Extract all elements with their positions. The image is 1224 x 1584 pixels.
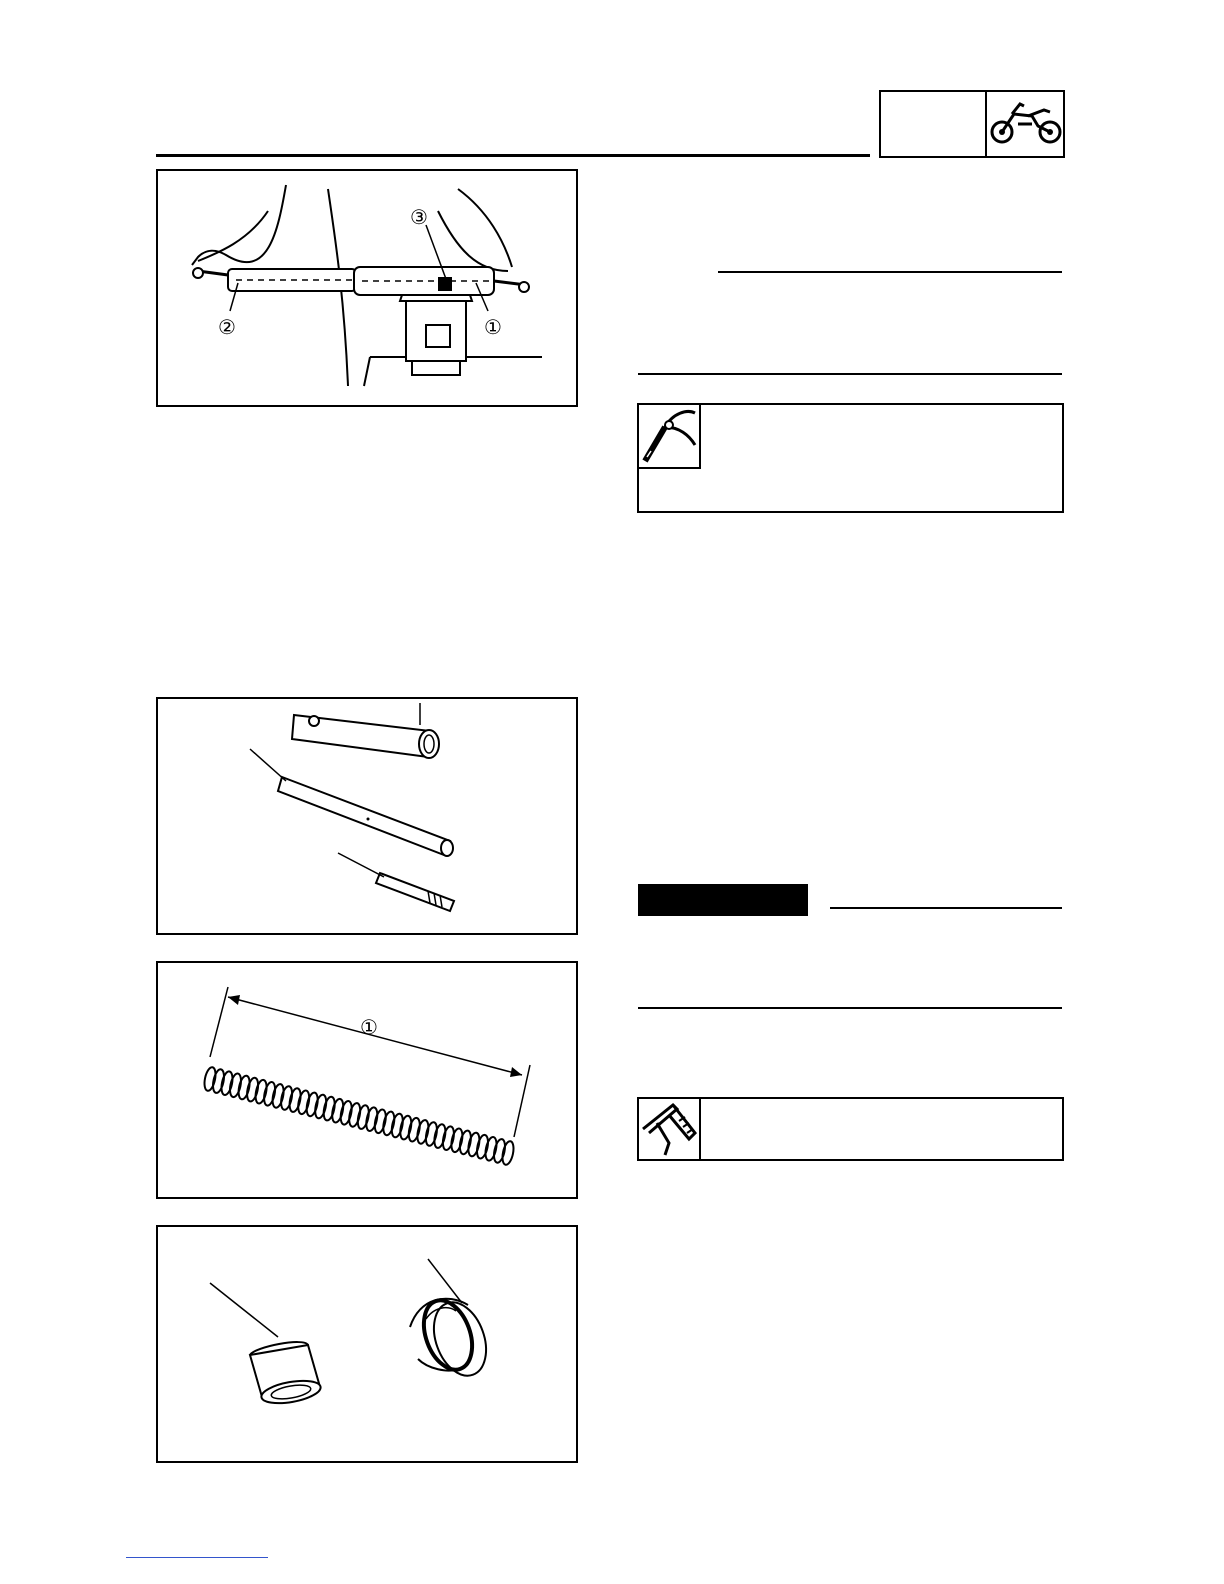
section-tag-divider [985, 90, 987, 158]
spring-coils [203, 1066, 516, 1166]
header-rule [156, 154, 870, 157]
callout-1: ① [484, 315, 502, 339]
measure-box [637, 1097, 1064, 1161]
spring-coil [484, 1136, 499, 1162]
figure-fork-disassembly [156, 169, 578, 407]
callout-3: ③ [410, 205, 428, 229]
spring-coil [339, 1100, 354, 1126]
section-rule-1 [718, 271, 1062, 273]
spring-coil [492, 1138, 507, 1164]
spring-coil [467, 1132, 482, 1158]
spring-coil [501, 1140, 516, 1166]
spring-coil [254, 1079, 269, 1105]
spring-coil [390, 1113, 405, 1139]
spring-coil [458, 1130, 473, 1156]
spring-coil [262, 1081, 277, 1107]
spring-coil [220, 1070, 235, 1096]
spring-coil [424, 1121, 439, 1147]
spring-coil [475, 1134, 490, 1160]
pliers-icon [639, 405, 701, 469]
section-rule-2 [638, 373, 1062, 375]
caution-rule [830, 907, 1062, 909]
spring-coil [433, 1123, 448, 1149]
spring-coil [441, 1125, 456, 1151]
spring-coil [356, 1104, 371, 1130]
fork-parts-drawing [158, 699, 576, 933]
spring-coil [416, 1119, 431, 1145]
spring-coil [288, 1087, 303, 1113]
spring-coil [398, 1115, 413, 1141]
spring-coil [279, 1085, 294, 1111]
fork-spring-drawing [158, 963, 576, 1197]
spring-coil [271, 1083, 286, 1109]
motorcycle-icon [988, 94, 1064, 156]
caliper-icon [639, 1099, 701, 1159]
spring-coil [373, 1109, 388, 1135]
spring-coil [450, 1128, 465, 1154]
spring-coil [237, 1075, 252, 1101]
fork-disassembly-drawing [158, 171, 576, 405]
special-tool-box [637, 403, 1064, 513]
caution-end-rule [638, 1007, 1062, 1009]
spring-coil [330, 1098, 345, 1124]
figure-fork-spring [156, 961, 578, 1199]
fork-bushings-drawing [158, 1227, 576, 1461]
spring-coil [228, 1073, 243, 1099]
spring-coil [313, 1094, 328, 1120]
figure-fork-parts [156, 697, 578, 935]
spring-coil [305, 1092, 320, 1118]
spring-coil [211, 1068, 226, 1094]
footer-link-underline[interactable] [126, 1557, 268, 1558]
spring-coil [203, 1066, 218, 1092]
spring-coil [245, 1077, 260, 1103]
spring-coil [296, 1090, 311, 1116]
caution-label-bar [638, 884, 808, 916]
spring-coil [381, 1111, 396, 1137]
spring-coil [322, 1096, 337, 1122]
spring-coil [364, 1106, 379, 1132]
spring-coil [407, 1117, 422, 1143]
spring-coil [347, 1102, 362, 1128]
callout-2: ② [218, 315, 236, 339]
callout-1-spring: ① [360, 1015, 378, 1039]
figure-fork-bushings [156, 1225, 578, 1463]
